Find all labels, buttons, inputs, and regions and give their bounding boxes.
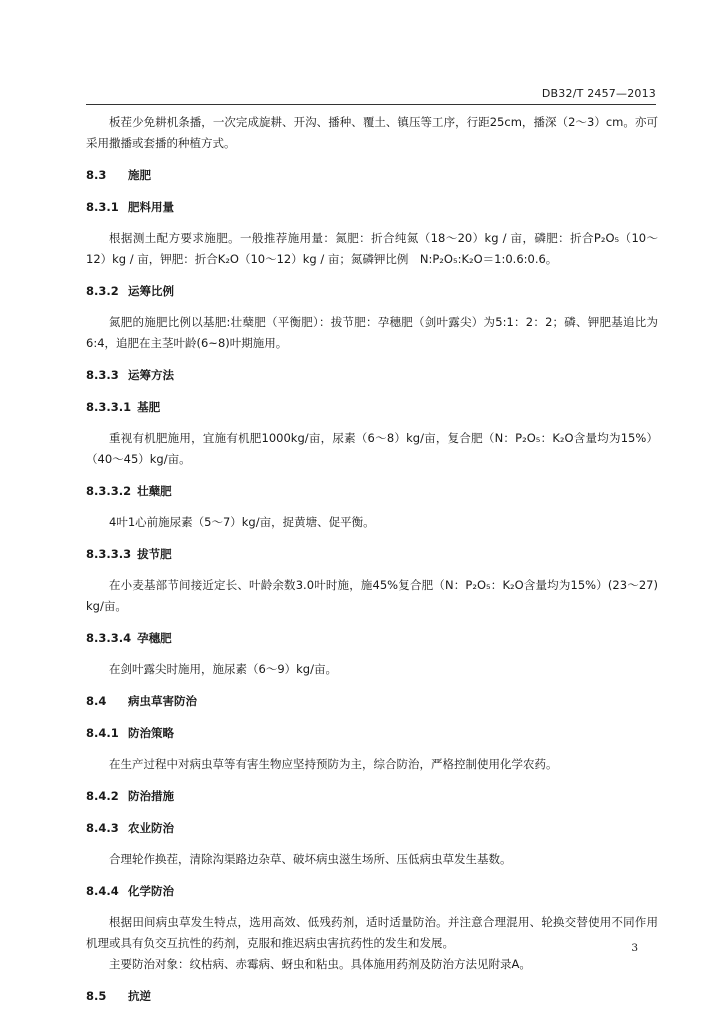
section-title: 运筹方法	[128, 368, 174, 382]
section-number: 8.3.3.2	[86, 484, 132, 498]
paragraph: 在剑叶露尖时施用，施尿素（6～9）kg/亩。	[109, 662, 337, 676]
page-number: 3	[631, 942, 638, 954]
section-number: 8.4	[86, 694, 107, 708]
section-title: 病虫草害防治	[128, 694, 197, 708]
paragraph: 在小麦基部节间接近定长、叶龄余数3.0叶时施，施45%复合肥（N：P₂O₅：K₂O含量均为15%）(23～27) kg/亩。	[86, 578, 658, 613]
section-heading	[86, 818, 658, 839]
section-number: 8.4.4	[86, 884, 119, 898]
paragraph: 主要防治对象：纹枯病、赤霉病、蚜虫和粘虫。具体施用药剂及防治方法见附录A。	[109, 957, 531, 971]
paragraph: 根据测土配方要求施肥。一般推荐施用量：氮肥：折合纯氮（18～20）kg / 亩，磷肥：折合P₂O₅（10～12）kg / 亩，钾肥：折合K₂O（10～12）kg / 亩；氮磷钾比例 N:P₂O₅:K₂O＝1:0.6:0.6。	[86, 231, 658, 266]
section-title: 抗逆	[128, 989, 151, 1003]
paragraph: 氮肥的施肥比例以基肥:壮蘖肥（平衡肥）：拔节肥：孕穗肥（剑叶露尖）为5:1：2：2；磷、钾肥基追比为6:4，追肥在主茎叶龄(6~8)叶期施用。	[86, 315, 658, 350]
section-number: 8.3.3.3	[86, 547, 132, 561]
section-number: 8.3.3	[86, 368, 119, 382]
paragraph: 4叶1心前施尿素（5～7）kg/亩，捉黄塘、促平衡。	[109, 515, 375, 529]
section-heading	[86, 628, 658, 649]
section-title: 基肥	[137, 400, 161, 414]
paragraph: 重视有机肥施用，宜施有机肥1000kg/亩，尿素（6～8）kg/亩，复合肥（N：P₂O₅：K₂O含量均为15%）（40～45）kg/亩。	[86, 431, 658, 466]
section-title: 壮蘖肥	[137, 484, 172, 498]
section-heading	[86, 881, 658, 902]
section-title: 运筹比例	[128, 284, 174, 298]
section-title: 化学防治	[128, 884, 174, 898]
section-heading	[86, 481, 658, 502]
section-heading	[86, 365, 658, 386]
section-title: 拔节肥	[137, 547, 172, 561]
document-code: DB32/T 2457—2013	[541, 87, 656, 100]
section-title: 孕穗肥	[137, 631, 172, 645]
section-heading	[86, 986, 658, 1007]
section-heading	[86, 197, 658, 218]
section-number: 8.3.3.4	[86, 631, 132, 645]
section-heading	[86, 165, 658, 186]
document-body	[86, 112, 658, 1017]
paragraph: 合理轮作换茬，清除沟渠路边杂草、破坏病虫滋生场所、压低病虫草发生基数。	[109, 852, 512, 866]
section-number: 8.4.2	[86, 789, 119, 803]
section-number: 8.4.1	[86, 726, 119, 740]
section-number: 8.3	[86, 168, 107, 182]
paragraph: 根据田间病虫草发生特点，选用高效、低残药剂，适时适量防治。并注意合理混用、轮换交替使用不同作用机理或具有负交互抗性的药剂，克服和推迟病虫害抗药性的发生和发展。	[86, 915, 658, 950]
section-title: 防治措施	[128, 789, 174, 803]
section-title: 农业防治	[128, 821, 174, 835]
section-number: 8.4.3	[86, 821, 119, 835]
paragraph: 在生产过程中对病虫草等有害生物应坚持预防为主，综合防治，严格控制使用化学农药。	[109, 757, 558, 771]
section-heading	[86, 691, 658, 712]
paragraph: 板茬少免耕机条播，一次完成旋耕、开沟、播种、覆土、镇压等工序，行距25cm，播深（2～3）cm。亦可采用撒播或套播的种植方式。	[86, 115, 658, 150]
section-heading	[86, 786, 658, 807]
section-number: 8.3.3.1	[86, 400, 132, 414]
section-number: 8.3.1	[86, 200, 119, 214]
section-title: 防治策略	[128, 726, 174, 740]
section-heading	[86, 723, 658, 744]
section-title: 肥料用量	[128, 200, 174, 214]
section-number: 8.3.2	[86, 284, 119, 298]
header-divider	[86, 104, 656, 105]
section-heading	[86, 544, 658, 565]
section-heading	[86, 281, 658, 302]
section-title: 施肥	[128, 168, 151, 182]
section-heading	[86, 397, 658, 418]
section-number: 8.5	[86, 989, 107, 1003]
